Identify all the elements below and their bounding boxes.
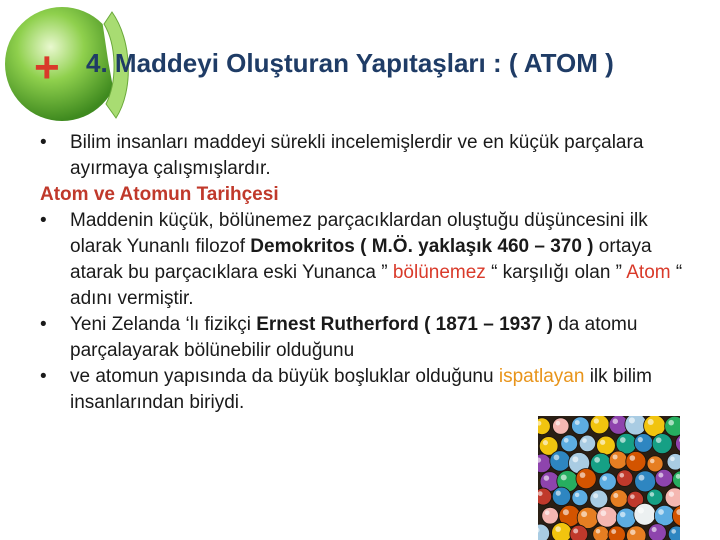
- marble-highlight: [670, 457, 675, 462]
- bullet-item-intro: [40, 130, 690, 182]
- section-heading: Atom ve Atomun Tarihçesi: [40, 184, 279, 205]
- marble-highlight: [543, 440, 548, 445]
- marble-highlight: [650, 459, 654, 463]
- marble: [593, 526, 609, 540]
- marble-highlight: [630, 494, 635, 499]
- plus-icon: +: [34, 43, 60, 92]
- marble: [665, 488, 680, 507]
- marble-highlight: [619, 473, 624, 478]
- marble-highlight: [575, 420, 580, 425]
- marble-highlight: [613, 493, 618, 498]
- demokritos-name: Demokritos ( M.Ö. yaklaşık 460 – 370 ): [250, 236, 594, 257]
- bullet-dot: •: [40, 210, 47, 231]
- marble-highlight: [630, 529, 635, 534]
- marble-highlight: [573, 528, 578, 533]
- marble-highlight: [648, 419, 654, 425]
- marble: [590, 453, 610, 473]
- marble: [538, 488, 552, 505]
- marble: [599, 473, 616, 490]
- highlight-atom: Atom: [626, 262, 671, 283]
- marble: [626, 452, 646, 472]
- marble-highlight: [638, 507, 644, 513]
- marble: [542, 507, 559, 524]
- marble: [626, 526, 646, 540]
- marble: [634, 503, 656, 525]
- marble-highlight: [611, 529, 616, 534]
- bullet-dot: •: [40, 314, 47, 335]
- marble: [610, 490, 628, 508]
- marble: [654, 505, 675, 526]
- marble-highlight: [620, 437, 626, 443]
- marble: [609, 451, 627, 469]
- page-title: 4. Maddeyi Oluşturan Yapıtaşları : ( ATOM ): [86, 48, 614, 78]
- bullet-item-rutherford: [40, 312, 690, 364]
- marble: [538, 454, 551, 473]
- marble: [572, 490, 588, 506]
- marble: [616, 470, 632, 486]
- marble: [635, 471, 656, 492]
- marble-highlight: [538, 491, 543, 496]
- marble-highlight: [669, 491, 674, 496]
- marble: [655, 469, 673, 487]
- text-span: Maddenin küçük, bölünemez parçacıklardan oluştuğu düşüncesini ilk olarak Yunanlı filozof: [70, 210, 648, 257]
- marble-highlight: [638, 437, 643, 442]
- text-span: da atomu parçalayarak bölünebilir olduğunu: [70, 314, 638, 361]
- marble-highlight: [561, 474, 567, 480]
- marble-highlight: [594, 418, 599, 423]
- highlight-ispatlayan: ispatlayan: [498, 366, 585, 387]
- marble-highlight: [580, 472, 586, 478]
- marble-highlight: [620, 512, 626, 518]
- marble-highlight: [600, 510, 606, 516]
- marble: [676, 434, 680, 453]
- marble-highlight: [572, 456, 578, 462]
- marble: [590, 490, 608, 508]
- marble-highlight: [594, 457, 600, 463]
- marble-highlight: [544, 475, 549, 480]
- marble-highlight: [671, 529, 676, 534]
- marble: [561, 435, 578, 452]
- marble-highlight: [556, 491, 561, 496]
- marble: [647, 456, 663, 472]
- marble: [647, 489, 663, 505]
- marble: [538, 524, 550, 540]
- marble: [570, 525, 588, 540]
- marble-highlight: [596, 529, 601, 534]
- marble-highlight: [545, 510, 550, 515]
- marble-highlight: [564, 438, 569, 443]
- marble: [552, 523, 572, 540]
- marble: [597, 506, 618, 527]
- marble: [576, 468, 596, 488]
- marble: [648, 524, 666, 540]
- content-body: [40, 130, 690, 416]
- marble: [673, 471, 680, 488]
- marble: [550, 451, 570, 471]
- marble-highlight: [582, 438, 587, 443]
- text-span: “ adını vermiştir.: [70, 262, 683, 309]
- marble: [634, 434, 653, 453]
- text-span: ortaya atarak bu parçacıklara eski Yunanca ”: [70, 236, 652, 283]
- bullet-item-demokritos: [40, 208, 690, 312]
- text-span: Yeni Zelanda ‘lı fizikçi: [70, 314, 257, 335]
- marble: [590, 416, 609, 434]
- text-span: ilk bilim insanlarından biriydi.: [70, 366, 652, 413]
- marble: [572, 417, 590, 435]
- marble-highlight: [658, 509, 664, 515]
- marble: [672, 505, 680, 526]
- highlight-bolunemez: bölünemez: [392, 262, 486, 283]
- marble-highlight: [639, 475, 645, 481]
- marble: [616, 508, 636, 528]
- marble: [552, 487, 570, 505]
- marble: [667, 453, 680, 470]
- bullet-dot: •: [40, 132, 47, 153]
- marble-highlight: [556, 421, 561, 426]
- marble-highlight: [629, 417, 635, 423]
- marble-highlight: [613, 454, 618, 459]
- marble-highlight: [613, 419, 618, 424]
- marble: [553, 418, 569, 434]
- marble-highlight: [602, 476, 607, 481]
- marble: [652, 434, 672, 454]
- marble-highlight: [581, 511, 587, 517]
- marble-highlight: [650, 492, 655, 497]
- marble: [538, 418, 550, 435]
- text-span: “ karşılığı olan ”: [485, 262, 627, 283]
- rutherford-name: Ernest Rutherford ( 1871 – 1937 ): [256, 314, 553, 335]
- marble-highlight: [555, 526, 561, 532]
- marble-highlight: [652, 527, 657, 532]
- bullet-item-bosluklar: [40, 364, 690, 416]
- marbles-image: [538, 416, 680, 540]
- marble-highlight: [656, 437, 662, 443]
- marble: [597, 436, 616, 455]
- intro-text: Bilim insanları maddeyi sürekli incelemişlerdir ve en küçük parçalara ayırmaya çalışmışlardır.: [70, 132, 644, 179]
- marble-highlight: [563, 509, 569, 515]
- marble-highlight: [554, 455, 560, 461]
- marble-highlight: [668, 420, 674, 426]
- marble-highlight: [600, 440, 605, 445]
- marble-highlight: [593, 493, 598, 498]
- bullet-dot: •: [40, 366, 47, 387]
- marble-highlight: [575, 493, 579, 497]
- marble: [665, 416, 680, 436]
- marble: [608, 526, 625, 540]
- marble: [579, 435, 595, 451]
- marble-highlight: [658, 473, 663, 478]
- text-span: ve atomun yapısında da büyük boşluklar olduğunu: [70, 366, 499, 387]
- marble-highlight: [630, 455, 636, 461]
